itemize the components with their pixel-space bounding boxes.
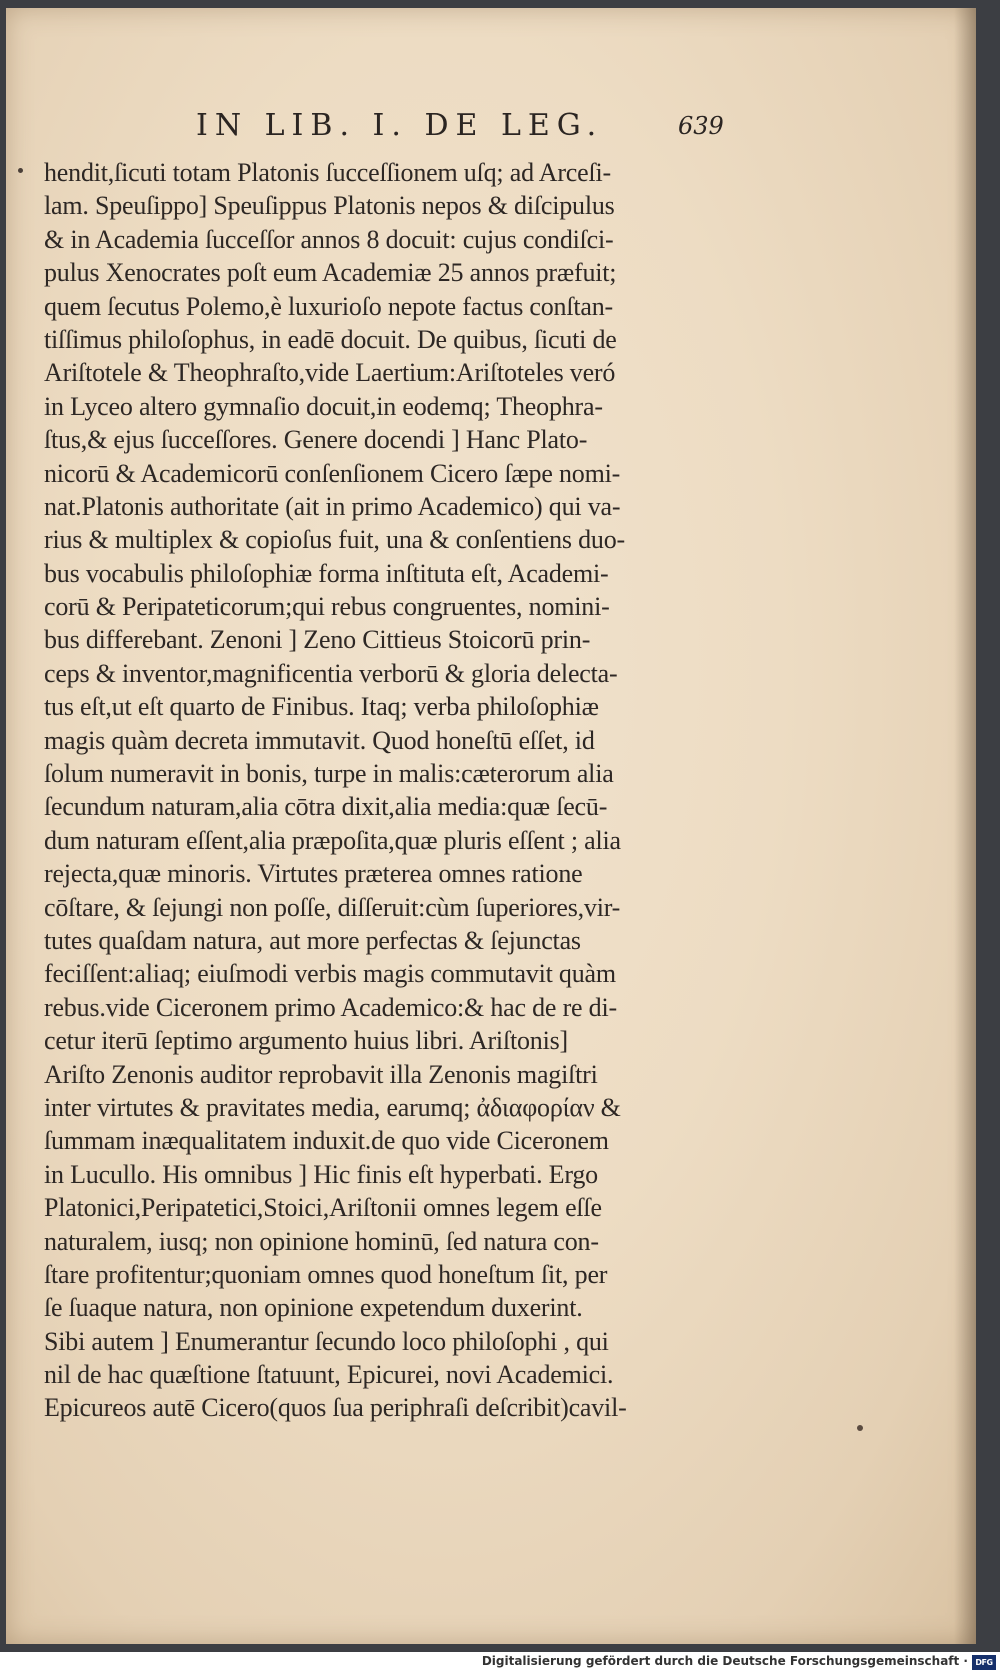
text-line: ceps & inventor,magnificentia verborū & gloria delecta-: [44, 658, 618, 688]
text-line: bus differebant. Zenoni ] Zeno Cittieus Stoicorū prin-: [44, 625, 591, 655]
text-line: cōſtare, & ſejungi non poſſe, diſſeruit:cùm ſuperiores,vir-: [44, 892, 621, 922]
text-line: nicorū & Academicorū conſenſionem Cicero ſæpe nomi-: [44, 458, 621, 488]
text-line: Ariſto Zenonis auditor reprobavit illa Zenonis magiſtri: [44, 1059, 598, 1089]
text-line: dum naturam eſſent,alia præpoſita,quæ pluris eſſent ; alia: [44, 825, 621, 855]
text-line: rebus.vide Ciceronem primo Academico:& hac de re di-: [44, 992, 617, 1022]
running-head-title: IN LIB. I. DE LEG.: [196, 108, 604, 143]
text-line: cetur iterū ſeptimo argumento huius libri. Ariſtonis]: [44, 1026, 568, 1056]
text-line: rejecta,quæ minoris. Virtutes præterea omnes ratione: [44, 859, 583, 889]
text-line: rius & multiplex & copioſus fuit, una & conſentiens duo-: [44, 525, 625, 555]
dfg-logo-icon: DFG: [972, 1655, 996, 1670]
text-line: tutes quaſdam natura, aut more perfectas & ſejunctas: [44, 925, 581, 955]
text-line: quem ſecutus Polemo,è luxurioſo nepote factus conſtan-: [44, 291, 613, 321]
margin-dot-mark: [18, 168, 23, 173]
text-line: naturalem, iusq; non opinione hominū, ſed natura con-: [44, 1226, 599, 1256]
text-line: tiſſimus philoſophus, in eadē docuit. De quibus, ſicuti de: [44, 324, 617, 354]
text-line: Sibi autem ] Enumerantur ſecundo loco philoſophi , qui: [44, 1326, 609, 1356]
text-line: hendit,ſicuti totam Platonis ſucceſſionem uſq; ad Arceſi-: [44, 158, 611, 187]
text-line: in Lucullo. His omnibus ] Hic finis eſt hyperbati. Ergo: [44, 1159, 598, 1189]
text-line: Epicureos autē Cicero(quos ſua periphraſi deſcribit)cavil-: [44, 1393, 627, 1423]
digitization-footer: [0, 1652, 1000, 1674]
book-page: [6, 8, 976, 1644]
text-line: pulus Xenocrates poſt eum Academiæ 25 annos præfuit;: [44, 258, 617, 288]
text-line: ſtus,& ejus ſucceſſores. Genere docendi ] Hanc Plato-: [44, 425, 588, 455]
text-line: magis quàm decreta immutavit. Quod honeſtū eſſet, id: [44, 725, 595, 755]
text-line: ſe ſuaque natura, non opinione expetendum duxerint.: [44, 1293, 583, 1323]
text-line: Ariſtotele & Theophraſto,vide Laertium:Ariſtoteles veró: [44, 358, 616, 388]
text-line: tus eſt,ut eſt quarto de Finibus. Itaq; verba philoſophiæ: [44, 692, 599, 722]
text-line: in Lyceo altero gymnaſio docuit,in eodemq; Theophra-: [44, 391, 603, 421]
text-line: ſummam inæqualitatem induxit.de quo vide Ciceronem: [44, 1126, 609, 1156]
page-edge-shadow: [954, 8, 976, 1644]
text-line: ſecundum naturam,alia cōtra dixit,alia media:quæ ſecū-: [44, 792, 608, 822]
text-line: corū & Peripateticorum;qui rebus congruentes, nomini-: [44, 592, 610, 622]
funding-credit: Digitalisierung gefördert durch die Deutsche Forschungsgemeinschaft ·: [481, 1654, 968, 1668]
page-number: 639: [678, 112, 724, 140]
text-line: Platonici,Peripatetici,Stoici,Ariſtonii omnes legem eſſe: [44, 1193, 602, 1223]
text-line: lam. Speuſippo] Speuſippus Platonis nepos & diſcipulus: [44, 191, 615, 221]
text-line: ſtare profitentur;quoniam omnes quod honeſtum ſit, per: [44, 1259, 608, 1289]
running-head: [6, 100, 724, 150]
text-line: & in Academia ſucceſſor annos 8 docuit: cujus condiſci-: [44, 224, 614, 254]
text-line: bus vocabulis philoſophiæ forma inſtituta eſt, Academi-: [44, 558, 609, 588]
text-line: ſolum numeravit in bonis, turpe in malis:cæterorum alia: [44, 759, 614, 789]
text-line: inter virtutes & pravitates media, earumq; ἀδιαφορίαν &: [44, 1092, 621, 1122]
text-line: feciſſent:aliaq; eiuſmodi verbis magis commutavit quàm: [44, 959, 616, 989]
text-line: nil de hac quæſtione ſtatuunt, Epicurei, novi Academici.: [44, 1360, 614, 1390]
commentary-text-block: [44, 156, 724, 1456]
ink-speck: [857, 1425, 863, 1431]
text-line: nat.Platonis authoritate (ait in primo Academico) qui va-: [44, 491, 621, 521]
